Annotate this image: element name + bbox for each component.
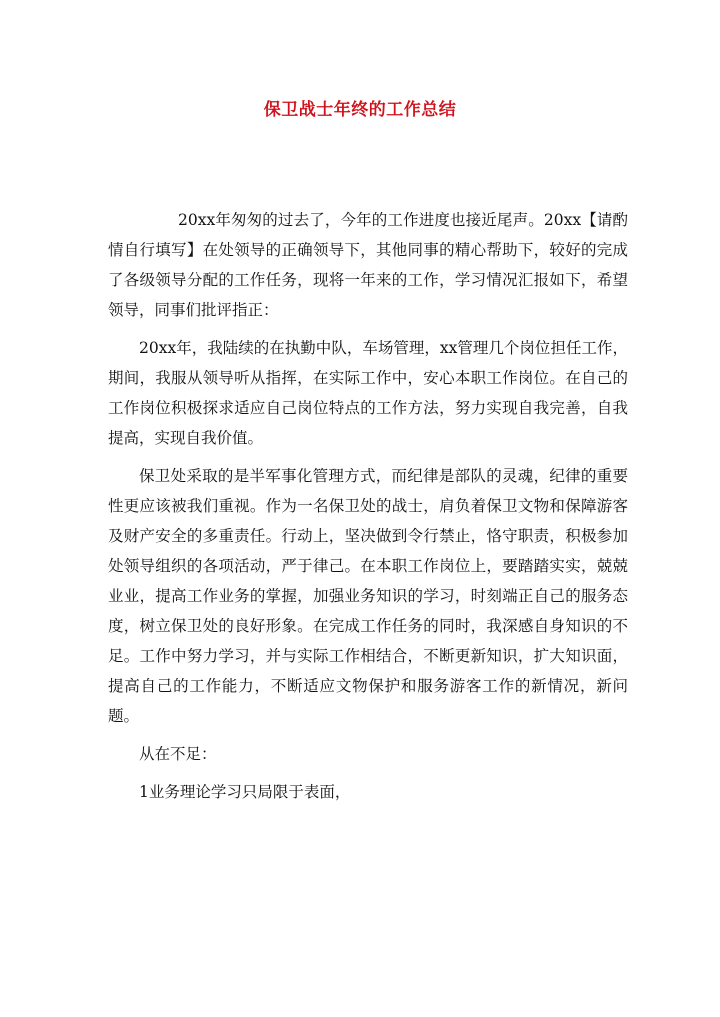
paragraph-shortcoming-1: 1业务理论学习只局限于表面，	[139, 783, 351, 801]
paragraph-shortcomings-heading: 从在不足：	[139, 745, 217, 763]
paragraph-positions: 20xx年，我陆续的在执勤中队，车场管理，xx管理几个岗位担任工作，期间，我服从领导听从指挥，在实际工作中，安心本职工作岗位。在自己的工作岗位积极探求适应自己岗位特点的工作方法，努力实现自我完善，自我提高，实现自我价值。	[108, 339, 628, 447]
paragraph-discipline: 保卫处采取的是半军事化管理方式，而纪律是部队的灵魂，纪律的重要性更应该被我们重视。作为一名保卫处的战士，肩负着保卫文物和保障游客及财产安全的多重责任。行动上，坚决做到令行禁止，恪守职责，积极参加处领导组织的各项活动，严于律己。在本职工作岗位上，要踏踏实实，兢兢业业，提高工作业务的掌握，加强业务知识的学习，时刻端正自己的服务态度，树立保卫处的良好形象。在完成工作任务的同时，我深感自身知识的不足。工作中努力学习，并与实际工作相结合，不断更新知识，扩大知识面，提高自己的工作能力，不断适应文物保护和服务游客工作的新情况，新问题。	[108, 467, 628, 725]
document-body	[108, 205, 628, 807]
document-title: 保卫战士年终的工作总结	[263, 100, 457, 120]
paragraph-intro: 20xx年匆匆的过去了，今年的工作进度也接近尾声。20xx【请酌情自行填写】在处领导的正确领导下，其他同事的精心帮助下，较好的完成了各级领导分配的工作任务，现将一年来的工作，学习情况汇报如下，希望领导，同事们批评指正：	[108, 211, 628, 319]
